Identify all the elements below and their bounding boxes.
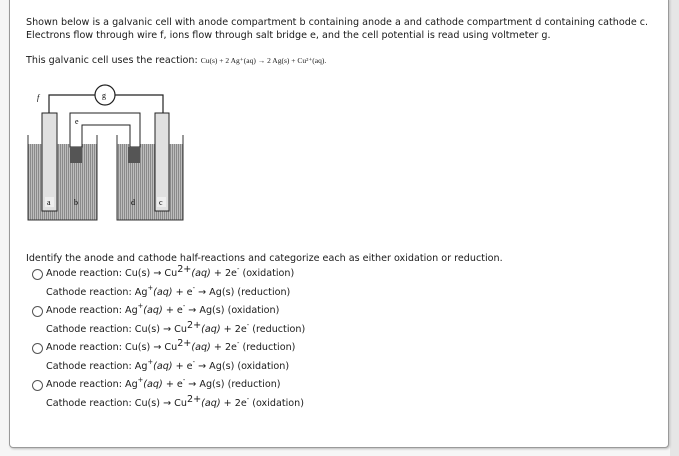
reaction-text: (aq) <box>191 342 211 353</box>
reaction-text: (reduction) <box>249 323 306 335</box>
salt-bridge <box>70 113 140 147</box>
reaction-label <box>26 54 326 67</box>
reaction-text: (aq) <box>153 360 173 372</box>
label-g: g <box>102 91 106 100</box>
label-d: d <box>131 198 135 207</box>
superscript: 2+ <box>177 264 192 275</box>
reaction-text: Cathode reaction: Cu(s) → Cu <box>46 323 187 335</box>
window-edge <box>670 0 679 456</box>
superscript: + <box>147 283 154 292</box>
reaction-label-text: This galvanic cell uses the reaction: <box>26 55 198 66</box>
reaction-text: Anode reaction: Cu(s) → Cu <box>46 268 178 279</box>
reaction-text: Anode reaction: Cu(s) → Cu <box>46 342 178 353</box>
reaction-text: (reduction) <box>239 342 296 353</box>
superscript: - <box>182 302 186 310</box>
reaction-text: + 2e <box>220 323 247 335</box>
cathode-reaction <box>46 357 290 372</box>
superscript: - <box>246 394 250 403</box>
anode-reaction <box>46 302 280 316</box>
radio-button[interactable] <box>32 269 43 280</box>
superscript: + <box>137 376 144 384</box>
question-prompt: Identify the anode and cathode half-reactions and categorize each as either oxidation or reduction. <box>26 253 503 264</box>
reaction-text: → Ag(s) (reduction) <box>185 379 281 390</box>
electrode-a <box>42 113 57 211</box>
reaction-text: → Ag(s) (reduction) <box>195 286 291 298</box>
reaction-text: (aq) <box>143 305 163 316</box>
reaction-text: Cathode reaction: Ag <box>46 286 148 298</box>
radio-button[interactable] <box>32 343 43 354</box>
label-c: c <box>159 198 163 207</box>
reaction-text: Anode reaction: Ag <box>46 305 138 316</box>
reaction-text: (aq) <box>153 286 173 298</box>
reaction-text: → Ag(s) (oxidation) <box>195 360 290 372</box>
anode-beaker <box>28 135 97 220</box>
cathode-reaction <box>46 319 306 335</box>
reaction-text: (oxidation) <box>249 397 304 409</box>
radio-button[interactable] <box>32 306 43 317</box>
reaction-text: + 2e <box>220 397 247 409</box>
reaction-text: + 2e <box>210 268 237 279</box>
reaction-text: (aq) <box>191 268 211 279</box>
reaction-text: Cathode reaction: Cu(s) → Cu <box>46 397 187 409</box>
intro-line-2: Electrons flow through wire f, ions flow through salt bridge e, and the cell potential is read using voltmeter g. <box>26 30 551 41</box>
reaction-text: (aq) <box>201 323 221 335</box>
anode-reaction <box>46 338 296 353</box>
superscript: - <box>236 339 240 347</box>
superscript: - <box>182 376 186 384</box>
superscript: - <box>192 357 196 366</box>
galvanic-cell-diagram <box>20 75 190 225</box>
reaction-text: + e <box>162 305 183 316</box>
reaction-text: (aq) <box>201 397 221 409</box>
reaction-text: + e <box>172 360 193 372</box>
label-f: f <box>37 93 40 102</box>
reaction-equation: Cu(s) + 2 Ag⁺(aq) → 2 Ag(s) + Cu²⁺(aq). <box>200 56 327 65</box>
reaction-text: + e <box>162 379 183 390</box>
cathode-beaker <box>117 135 183 220</box>
reaction-text: + 2e <box>210 342 237 353</box>
superscript: 2+ <box>177 338 192 349</box>
superscript: + <box>137 302 144 310</box>
reaction-text: Cathode reaction: Ag <box>46 360 148 372</box>
superscript: - <box>246 320 250 329</box>
superscript: 2+ <box>186 319 202 331</box>
reaction-text: → Ag(s) (oxidation) <box>185 305 280 316</box>
anode-reaction <box>46 264 295 279</box>
anode-reaction <box>46 376 281 390</box>
reaction-text: Anode reaction: Ag <box>46 379 138 390</box>
intro-line-1: Shown below is a galvanic cell with anode compartment b containing anode a and cathode compartment d containing cathode c. <box>26 17 649 28</box>
electrode-c <box>155 113 169 211</box>
superscript: - <box>236 265 240 273</box>
label-b: b <box>74 198 78 207</box>
reaction-text: (aq) <box>143 379 163 390</box>
cathode-reaction <box>46 393 304 409</box>
superscript: + <box>147 357 154 366</box>
reaction-text: (oxidation) <box>239 268 295 279</box>
superscript: 2+ <box>186 393 202 405</box>
label-a: a <box>47 198 51 207</box>
superscript: - <box>192 283 196 292</box>
radio-button[interactable] <box>32 380 43 391</box>
cathode-reaction <box>46 283 291 298</box>
label-e: e <box>75 117 79 126</box>
reaction-text: + e <box>172 286 193 298</box>
